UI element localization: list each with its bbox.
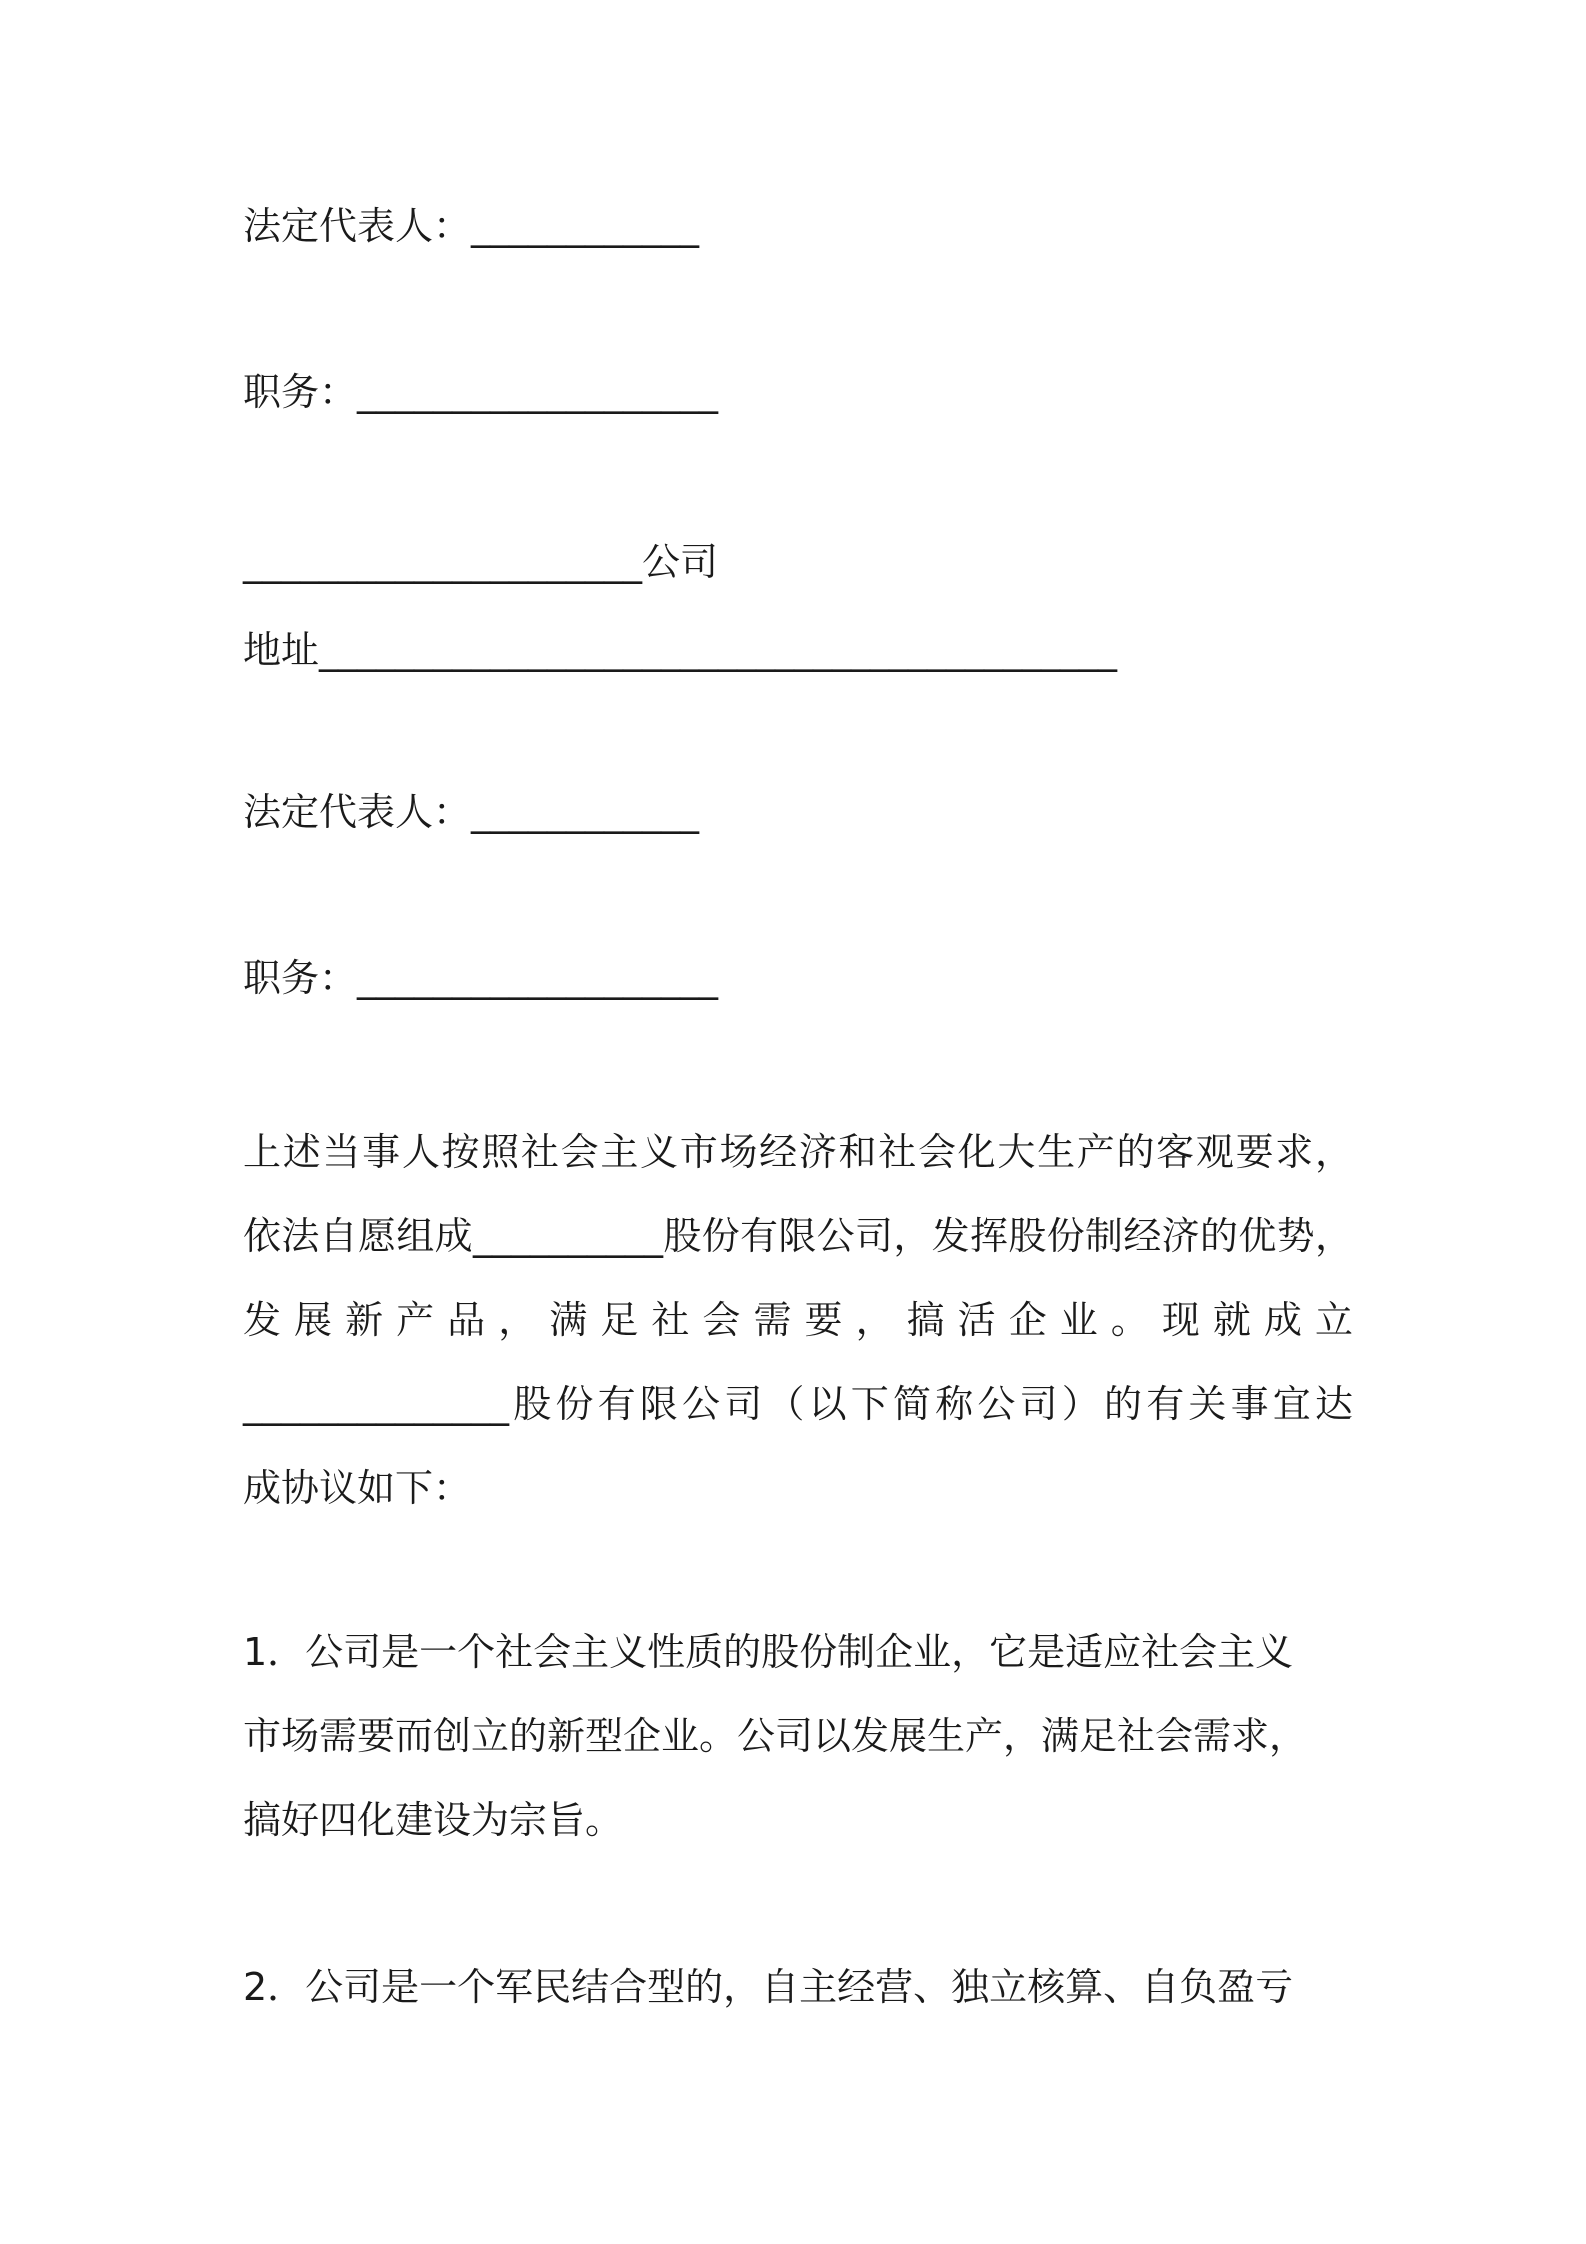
party-b-position-line: 职务：___________________ xyxy=(243,956,719,1000)
preamble-paragraph xyxy=(243,1110,1353,1530)
clause-2-paragraph xyxy=(243,1945,1353,2029)
clause-1-paragraph xyxy=(243,1610,1353,1862)
clause-2-line: 2．公司是一个军民结合型的，自主经营、独立核算、自负盈亏 xyxy=(243,1965,1294,2009)
clause-1-line: 市场需要而创立的新型企业。公司以发展生产，满足社会需求， xyxy=(243,1714,1308,1758)
preamble-line: 发 展 新 产 品 ， 满 足 社 会 需 要 ， 搞 活 企 业 。 现 就 成 立 xyxy=(243,1298,1353,1342)
clause-1-line: 1．公司是一个社会主义性质的股份制企业，它是适应社会主义 xyxy=(243,1630,1294,1674)
party-b-company-line: _____________________公司 xyxy=(243,540,719,584)
clause-1-line: 搞好四化建设为宗旨。 xyxy=(243,1798,624,1842)
preamble-line: 依法自愿组成__________股份有限公司，发挥股份制经济的优势， xyxy=(243,1214,1353,1258)
preamble-line: ______________股份有限公司（以下简称公司）的有关事宜达 xyxy=(243,1382,1353,1426)
party-b-address-line: 地址__________________________________________ xyxy=(243,628,1118,672)
party-a-legal-rep-line: 法定代表人：____________ xyxy=(243,204,700,248)
preamble-line: 上述当事人按照社会主义市场经济和社会化大生产的客观要求， xyxy=(243,1130,1353,1174)
party-b-legal-rep-line: 法定代表人：____________ xyxy=(243,790,700,834)
party-a-position-line: 职务：___________________ xyxy=(243,370,719,414)
preamble-line: 成协议如下： xyxy=(243,1466,472,1510)
